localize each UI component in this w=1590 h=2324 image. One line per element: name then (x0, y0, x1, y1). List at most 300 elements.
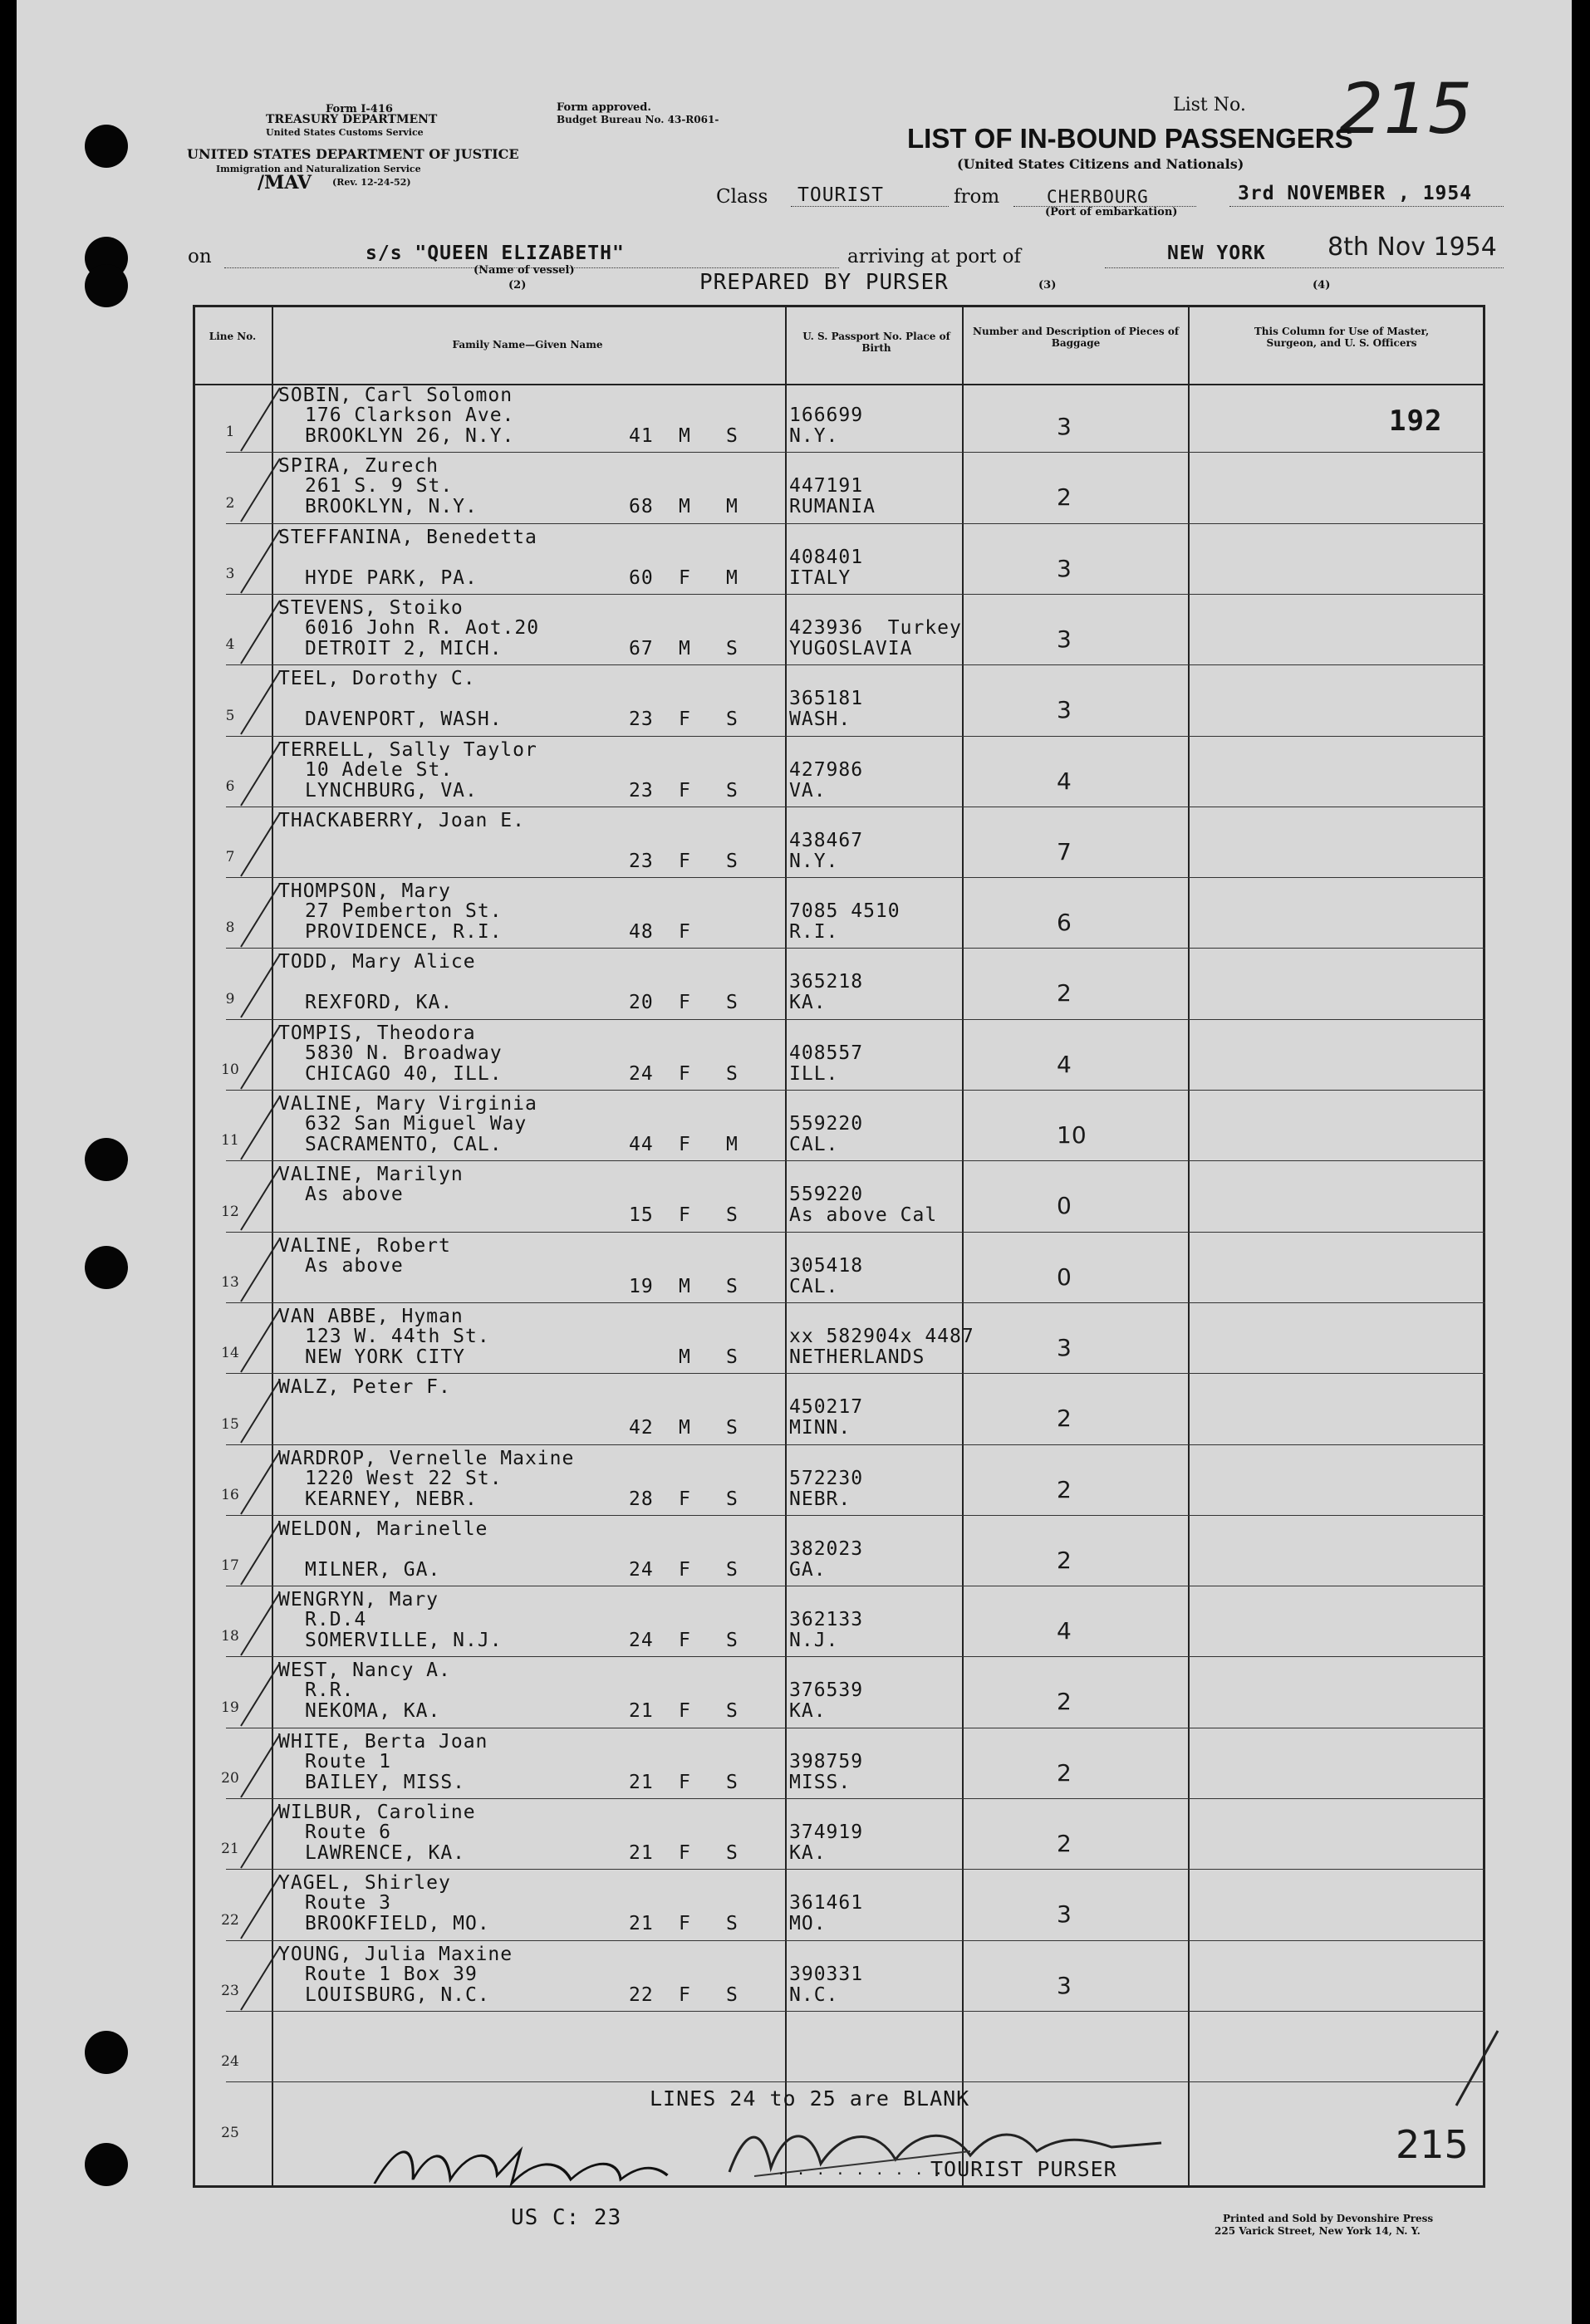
check-mark (234, 1945, 284, 2015)
address-line-2: CHICAGO 40, ILL. (305, 1062, 503, 1085)
col-passport: U. S. Passport No. Place of Birth (802, 331, 950, 354)
blank-lines-note: LINES 24 to 25 are BLANK (650, 2086, 970, 2111)
line-number: 22 (221, 1911, 239, 1929)
age: 44 (629, 1134, 654, 1155)
place-of-birth: KA. (789, 1700, 827, 1723)
address-line-1: 27 Pemberton St. (305, 900, 503, 923)
place-of-birth: CAL. (789, 1134, 839, 1155)
line-number: 10 (221, 1061, 239, 1078)
place-of-birth: RUMANIA (789, 496, 876, 518)
line-number: 2 (225, 494, 235, 512)
place-of-birth: MINN. (789, 1417, 851, 1439)
age: 20 (629, 992, 654, 1014)
check-mark (234, 1874, 284, 1944)
sex: F (679, 1062, 691, 1085)
address-line-1: Route 3 (305, 1892, 391, 1915)
line-number: 20 (221, 1770, 239, 1787)
arrival-date: 8th Nov 1954 (1327, 233, 1497, 262)
printer-line-1: Printed and Sold by Devonshire Press (1223, 2213, 1434, 2224)
place-of-birth: KA. (789, 1842, 827, 1864)
place-of-birth: YUGOSLAVIA (789, 637, 913, 659)
sex: F (679, 1842, 691, 1864)
baggage-count: 3 (1057, 1971, 1072, 1999)
address-line-2: BROOKFIELD, MO. (305, 1913, 490, 1935)
row-divider (226, 1869, 1485, 1870)
line-number: 6 (225, 777, 235, 795)
place-of-birth: R.I. (789, 921, 839, 944)
baggage-count: 2 (1057, 483, 1072, 512)
passenger-name: SPIRA, Zurech (278, 455, 439, 478)
baggage-count: 10 (1057, 1121, 1087, 1149)
passenger-name: TERRELL, Sally Taylor (278, 738, 537, 761)
passenger-name: VALINE, Mary Virginia (278, 1093, 537, 1115)
passport-number: 572230 (789, 1467, 864, 1489)
line-number: 11 (221, 1132, 239, 1150)
check-mark (234, 1378, 284, 1448)
passenger-name: VALINE, Marilyn (278, 1164, 464, 1186)
passport-number: 382023 (789, 1537, 864, 1560)
list-no-label: List No. (1173, 95, 1246, 115)
passenger-name: STEFFANINA, Benedetta (278, 526, 537, 548)
marital-status: M (726, 496, 739, 518)
passenger-name: THOMPSON, Mary (278, 880, 451, 903)
passport-number: 559220 (789, 1184, 864, 1206)
row-divider (226, 1798, 1485, 1799)
baggage-count: 4 (1057, 767, 1072, 795)
place-of-birth: MISS. (789, 1771, 851, 1793)
baggage-count: 2 (1057, 1830, 1072, 1857)
passenger-name: WHITE, Berta Joan (278, 1730, 488, 1753)
passenger-name: TODD, Mary Alice (278, 951, 476, 973)
mav-mark: /MAV (258, 172, 312, 194)
line-number: 18 (221, 1628, 239, 1645)
sex: M (679, 1417, 691, 1439)
passenger-name: STEVENS, Stoiko (278, 596, 464, 619)
passport-number: 438467 (789, 829, 864, 851)
marital-status: S (726, 425, 739, 447)
punch-hole (85, 2031, 128, 2074)
arrival-port: NEW YORK (1167, 243, 1266, 264)
age: 21 (629, 1700, 654, 1723)
passport-number: 7085 4510 (789, 900, 901, 923)
passport-number: 427986 (789, 758, 864, 781)
marital-status: S (726, 637, 739, 659)
printer-line-2: 225 Varick Street, New York 14, N. Y. (1215, 2225, 1421, 2237)
place-of-birth: ITALY (789, 566, 851, 589)
sex: M (679, 496, 691, 518)
baggage-count: 2 (1057, 1688, 1072, 1716)
baggage-count: 3 (1057, 1900, 1072, 1929)
passport-number: 390331 (789, 1963, 864, 1985)
baggage-count: 4 (1057, 1050, 1072, 1078)
line-number: 25 (221, 2124, 239, 2141)
age: 68 (629, 496, 654, 518)
passenger-name: WEST, Nancy A. (278, 1660, 451, 1682)
baggage-count: 3 (1057, 554, 1072, 582)
row-divider (226, 1373, 1485, 1374)
marital-status: S (726, 1558, 739, 1581)
address-line-2: LYNCHBURG, VA. (305, 779, 478, 802)
row-divider (226, 594, 1485, 595)
place-of-birth: KA. (789, 992, 827, 1014)
address-line-2: BROOKLYN, N.Y. (305, 496, 478, 518)
passport-number: 362133 (789, 1609, 864, 1631)
row-divider (226, 1090, 1485, 1091)
address-line-1: 6016 John R. Aot.20 (305, 616, 540, 639)
baggage-count: 6 (1057, 909, 1072, 937)
caption-3: (3) (1038, 279, 1057, 292)
embark-caption: (Port of embarkation) (1045, 206, 1178, 218)
address-line-2: BAILEY, MISS. (305, 1771, 466, 1793)
page-mark: 215 (1396, 2122, 1469, 2167)
line-number: 23 (221, 1982, 239, 1999)
marital-status: S (726, 1771, 739, 1793)
from-label: from (954, 186, 1000, 208)
line-number: 3 (225, 565, 235, 582)
age: 67 (629, 637, 654, 659)
baggage-count: 2 (1057, 979, 1072, 1008)
address-line-2: SACRAMENTO, CAL. (305, 1134, 503, 1155)
prepared-by: PREPARED BY PURSER (699, 270, 949, 295)
customs-service: United States Customs Service (266, 127, 424, 138)
place-of-birth: MO. (789, 1913, 827, 1935)
sex: F (679, 779, 691, 802)
passenger-name: WALZ, Peter F. (278, 1376, 451, 1399)
place-of-birth: WASH. (789, 708, 851, 731)
baggage-count: 0 (1057, 1192, 1072, 1220)
address-line-2: HYDE PARK, PA. (305, 566, 478, 589)
marital-status: S (726, 1417, 739, 1439)
age: 22 (629, 1983, 654, 2006)
marital-status: S (726, 708, 739, 731)
line-number: 21 (221, 1841, 239, 1858)
passport-number: 374919 (789, 1821, 864, 1843)
check-mark (234, 1449, 284, 1519)
line-number: 12 (221, 1203, 239, 1220)
place-of-birth: VA. (789, 779, 827, 802)
marital-status: M (726, 1134, 739, 1155)
marital-status: M (726, 566, 739, 589)
passport-number: 365218 (789, 971, 864, 993)
form-approved: Form approved. (557, 101, 651, 114)
address-line-2: MILNER, GA. (305, 1558, 441, 1581)
list-number: 215 (1339, 68, 1473, 150)
sex: F (679, 708, 691, 731)
address-line-1: 5830 N. Broadway (305, 1042, 503, 1064)
check-mark (234, 669, 284, 739)
sailing-date: 3rd NOVEMBER , 1954 (1238, 183, 1473, 204)
age: 21 (629, 1771, 654, 1793)
age: 24 (629, 1558, 654, 1581)
address-line-1: 10 Adele St. (305, 758, 454, 781)
row-divider (226, 1019, 1485, 1020)
place-of-birth: As above Cal (789, 1204, 938, 1227)
marital-status: S (726, 1204, 739, 1227)
row-divider (226, 1656, 1485, 1657)
address-line-1: 123 W. 44th St. (305, 1325, 490, 1347)
check-mark (234, 1237, 284, 1307)
passenger-name: SOBIN, Carl Solomon (278, 385, 513, 406)
row-divider (226, 1515, 1485, 1516)
row-divider (226, 664, 1485, 665)
class-label: Class (716, 186, 768, 208)
vessel-name: s/s "QUEEN ELIZABETH" (366, 243, 625, 264)
address-line-1: 1220 West 22 St. (305, 1467, 503, 1489)
passenger-name: WILBUR, Caroline (278, 1802, 476, 1823)
address-line-1: 176 Clarkson Ave. (305, 404, 515, 426)
passenger-name: YAGEL, Shirley (278, 1872, 451, 1895)
age: 48 (629, 921, 654, 944)
slash-mark (1452, 2027, 1502, 2113)
sex: F (679, 1558, 691, 1581)
sex: F (679, 566, 691, 589)
marital-status: S (726, 779, 739, 802)
passport-number: 408557 (789, 1042, 864, 1064)
line-number: 1 (225, 424, 235, 441)
row-divider (226, 1940, 1485, 1941)
address-line-2: SOMERVILLE, N.J. (305, 1630, 503, 1652)
sex: F (679, 850, 691, 872)
address-line-2: BROOKLYN 26, N.Y. (305, 425, 515, 447)
caption-2: (2) (508, 279, 527, 292)
check-mark (234, 1733, 284, 1802)
address-line-1: R.R. (305, 1679, 355, 1702)
address-line-1: Route 6 (305, 1821, 391, 1843)
vessel-caption: (Name of vessel) (474, 264, 575, 277)
place-of-birth: N.Y. (789, 425, 839, 447)
check-mark (234, 1024, 284, 1094)
marital-status: S (726, 850, 739, 872)
check-mark (234, 882, 284, 952)
baggage-count: 4 (1057, 1617, 1072, 1645)
baggage-count: 7 (1057, 837, 1072, 865)
row-divider (226, 736, 1485, 737)
list-subtitle: (United States Citizens and Nationals) (957, 156, 1244, 172)
marital-status: S (726, 1346, 739, 1368)
marital-status: S (726, 1842, 739, 1864)
address-line-2: REXFORD, KA. (305, 992, 454, 1014)
line-number: 8 (225, 919, 235, 937)
check-mark (234, 1095, 284, 1164)
row-divider (226, 2081, 1485, 2082)
dots: . . . . . . . . . (777, 2161, 945, 2179)
passenger-name: WELDON, Marinelle (278, 1517, 488, 1540)
punch-hole (85, 2143, 128, 2186)
marital-status: S (726, 1913, 739, 1935)
address-line-1: Route 1 (305, 1750, 391, 1772)
line-number: 13 (221, 1273, 239, 1291)
passport-number: 408401 (789, 546, 864, 568)
passenger-name: VAN ABBE, Hyman (278, 1305, 464, 1327)
sex: M (679, 637, 691, 659)
address-line-1: 632 San Miguel Way (305, 1113, 528, 1135)
passport-number: 376539 (789, 1679, 864, 1702)
line-number: 7 (225, 849, 235, 866)
check-mark (234, 528, 284, 598)
baggage-count: 3 (1057, 413, 1072, 440)
passport-number: 450217 (789, 1396, 864, 1419)
budget-bureau: Budget Bureau No. 43-R061- (557, 114, 719, 125)
form-number: Form I-416 (326, 103, 393, 115)
marital-status: S (726, 992, 739, 1014)
marital-status: S (726, 1700, 739, 1723)
marital-status: S (726, 1488, 739, 1510)
usc-mark: US C: 23 (511, 2205, 622, 2230)
marital-status: S (726, 1630, 739, 1652)
age: 28 (629, 1488, 654, 1510)
sex: M (679, 1346, 691, 1368)
line-number: 14 (221, 1345, 239, 1362)
age: 21 (629, 1913, 654, 1935)
passenger-name: THACKABERRY, Joan E. (278, 809, 525, 831)
address-line-2: DAVENPORT, WASH. (305, 708, 503, 731)
baggage-count: 2 (1057, 1475, 1072, 1503)
sex: F (679, 1700, 691, 1723)
officer-note: 192 (1389, 404, 1443, 438)
caption-4: (4) (1313, 279, 1331, 292)
address-line-1: 261 S. 9 St. (305, 475, 454, 498)
line-number: 24 (221, 2053, 239, 2071)
col-name: Family Name—Given Name (452, 339, 603, 351)
check-mark (234, 1803, 284, 1873)
punch-hole (85, 264, 128, 307)
row-divider (226, 2011, 1485, 2012)
sex: F (679, 1983, 691, 2006)
age: 24 (629, 1630, 654, 1652)
justice-dept: UNITED STATES DEPARTMENT OF JUSTICE (187, 146, 519, 162)
baggage-count: 2 (1057, 1405, 1072, 1433)
passport-number: 166699 (789, 404, 864, 426)
purser-title: TOURIST PURSER (930, 2157, 1117, 2181)
treasury-dept: TREASURY DEPARTMENT (266, 113, 438, 126)
place-of-birth: CAL. (789, 1275, 839, 1297)
baggage-count: 3 (1057, 1333, 1072, 1361)
address-line-2: NEW YORK CITY (305, 1346, 466, 1368)
sex: F (679, 1771, 691, 1793)
line-number: 4 (225, 636, 235, 654)
age: 23 (629, 779, 654, 802)
passenger-name: YOUNG, Julia Maxine (278, 1943, 513, 1965)
check-mark (234, 1661, 284, 1731)
row-divider (226, 1444, 1485, 1445)
address-line-1: As above (305, 1254, 404, 1277)
sex: F (679, 1913, 691, 1935)
passport-number: 361461 (789, 1892, 864, 1915)
punch-hole (85, 1246, 128, 1289)
sex: F (679, 992, 691, 1014)
check-mark (234, 599, 284, 669)
row-divider (226, 452, 1485, 453)
line-number: 19 (221, 1699, 239, 1716)
manifest-page (17, 0, 1572, 2324)
punch-hole (85, 1138, 128, 1181)
col-baggage: Number and Description of Pieces of Baggage (973, 326, 1179, 349)
passport-number: 305418 (789, 1254, 864, 1277)
check-mark (234, 1520, 284, 1590)
address-line-2: DETROIT 2, MICH. (305, 637, 503, 659)
row-divider (226, 1232, 1485, 1233)
age: 23 (629, 850, 654, 872)
col-line-no: Line No. (209, 331, 257, 342)
sex: F (679, 1630, 691, 1652)
row-divider (226, 948, 1485, 949)
check-mark (234, 457, 284, 527)
baggage-count: 2 (1057, 1758, 1072, 1787)
on-label: on (188, 246, 212, 267)
address-line-2: LAWRENCE, KA. (305, 1842, 466, 1864)
col-officers: This Column for Use of Master, Surgeon, and U. S. Officers (1254, 326, 1430, 349)
arriving-label: arriving at port of (847, 246, 1021, 267)
sex: F (679, 1488, 691, 1510)
passenger-name: TEEL, Dorothy C. (278, 668, 476, 690)
line-number: 9 (225, 990, 235, 1008)
class-value: TOURIST (797, 184, 884, 206)
address-line-1: R.D.4 (305, 1609, 367, 1631)
passenger-name: WENGRYN, Mary (278, 1589, 439, 1611)
address-line-2: PROVIDENCE, R.I. (305, 921, 503, 944)
row-divider (226, 523, 1485, 524)
passport-number: 423936 Turkey (789, 616, 962, 639)
list-title: LIST OF IN-BOUND PASSENGERS (907, 123, 1353, 154)
place-of-birth: N.J. (789, 1630, 839, 1652)
place-of-birth: NEBR. (789, 1488, 851, 1510)
address-line-2: LOUISBURG, N.C. (305, 1983, 490, 2006)
line-number: 5 (225, 707, 235, 724)
marital-status: S (726, 1062, 739, 1085)
age: 19 (629, 1275, 654, 1297)
passport-number: 559220 (789, 1113, 864, 1135)
address-line-1: As above (305, 1184, 404, 1206)
age: 60 (629, 566, 654, 589)
from-value: CHERBOURG (1047, 187, 1149, 207)
passport-number: xx 582904x 4487 (789, 1325, 974, 1347)
check-mark (234, 741, 284, 811)
age: 21 (629, 1842, 654, 1864)
row-divider (226, 1302, 1485, 1303)
signature-left (278, 2072, 699, 2275)
sex: M (679, 425, 691, 447)
passport-number: 447191 (789, 475, 864, 498)
line-number: 15 (221, 1415, 239, 1433)
baggage-count: 3 (1057, 625, 1072, 653)
check-mark (234, 811, 284, 881)
immigration-service: Immigration and Naturalization Service (216, 164, 421, 174)
marital-status: S (726, 1275, 739, 1297)
punch-hole (85, 125, 128, 168)
age: 23 (629, 708, 654, 731)
line-number: 17 (221, 1557, 239, 1575)
passenger-name: VALINE, Robert (278, 1234, 451, 1257)
place-of-birth: NETHERLANDS (789, 1346, 925, 1368)
age: 41 (629, 425, 654, 447)
passenger-name: WARDROP, Vernelle Maxine (278, 1447, 575, 1469)
age: 42 (629, 1417, 654, 1439)
row-divider (226, 1160, 1485, 1161)
passport-number: 398759 (789, 1750, 864, 1772)
sex: M (679, 1275, 691, 1297)
row-divider (226, 877, 1485, 878)
address-line-2: NEKOMA, KA. (305, 1700, 441, 1723)
check-mark (234, 1591, 284, 1660)
check-mark (234, 953, 284, 1022)
revision: (Rev. 12-24-52) (332, 177, 411, 188)
address-line-2: KEARNEY, NEBR. (305, 1488, 478, 1510)
sex: F (679, 1204, 691, 1227)
baggage-count: 0 (1057, 1263, 1072, 1291)
address-line-1: Route 1 Box 39 (305, 1963, 478, 1985)
sex: F (679, 921, 691, 944)
check-mark (234, 386, 284, 456)
